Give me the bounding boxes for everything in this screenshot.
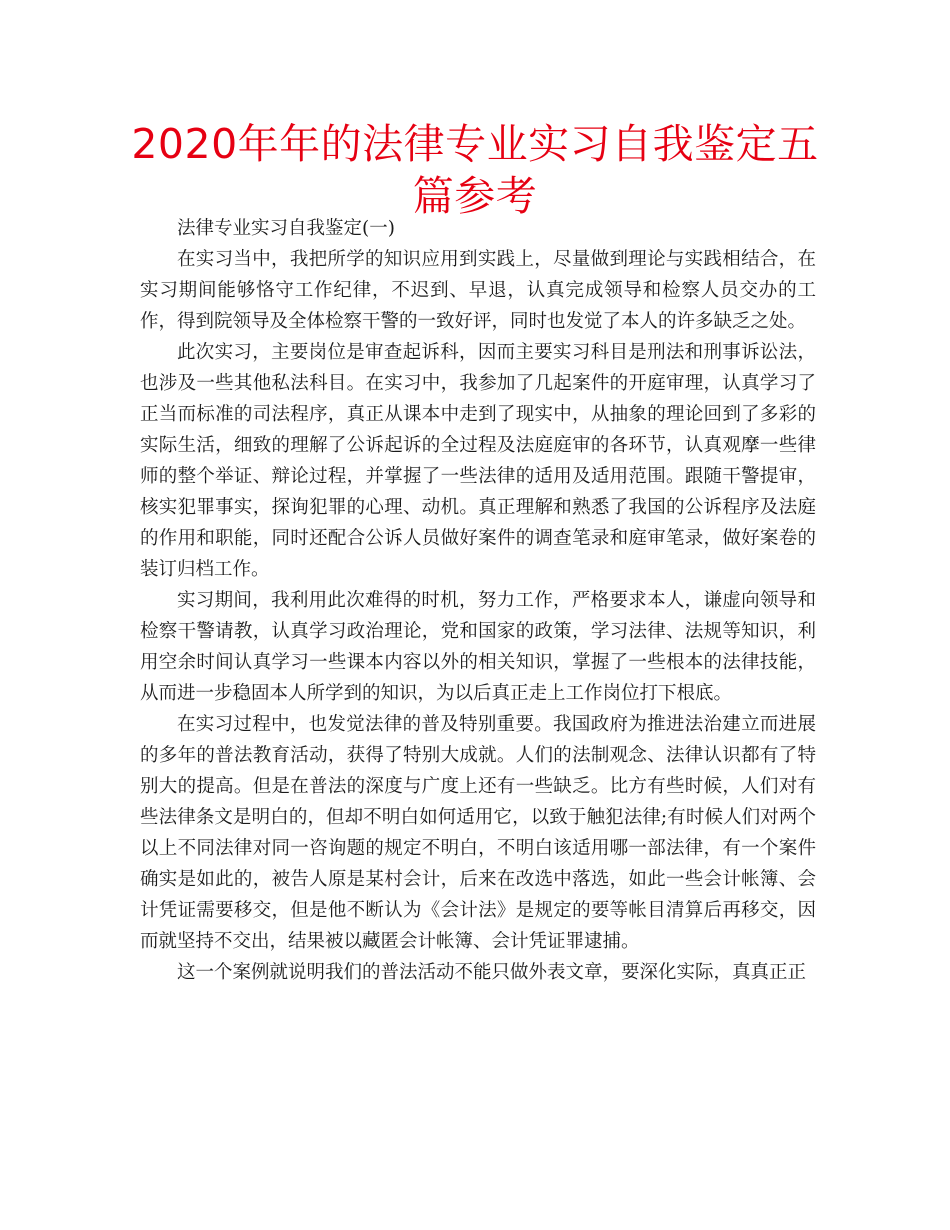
paragraph: 这一个案例就说明我们的普法活动不能只做外表文章，要深化实际，真真正正 [177, 962, 807, 983]
paragraph: 此次实习，主要岗位是审查起诉科，因而主要实习科目是刑法和刑事诉讼法，也涉及一些其他私法科目。在实习中，我参加了几起案件的开庭审理，认真学习了正当而标准的司法程序，真正从课本中走到了现实中，从抽象的理论回到了多彩的实际生活，细致的理解了公诉起诉的全过程及法庭庭审的各环节，认真观摩一些律师的整个举证、辩论过程，并掌握了一些法律的适用及适用范围。跟随干警提审，核实犯罪事实，探询犯罪的心理、动机。真正理解和熟悉了我国的公诉程序及法庭的作用和职能，同时还配合公诉人员做好案件的调查笔录和庭审笔录，做好案卷的装订归档工作。 [140, 342, 816, 580]
document-title: 2020年年的法律专业实习自我鉴定五篇参考 [131, 120, 819, 220]
paragraph: 实习期间，我利用此次难得的时机，努力工作，严格要求本人，谦虚向领导和检察干警请教，认真学习政治理论，党和国家的政策，学习法律、法规等知识，利用空余时间认真学习一些课本内容以外的相关知识，掌握了一些根本的法律技能，从而进一步稳固本人所学到的知识，为以后真正走上工作岗位打下根底。 [140, 590, 816, 704]
paragraph: 在实习当中，我把所学的知识应用到实践上，尽量做到理论与实践相结合，在实习期间能够恪守工作纪律，不迟到、早退，认真完成领导和检察人员交办的工作，得到院领导及全体检察干警的一致好评，同时也发觉了本人的许多缺乏之处。 [140, 249, 816, 332]
paragraph: 在实习过程中，也发觉法律的普及特别重要。我国政府为推进法治建立而进展的多年的普法教育活动，获得了特别大成就。人们的法制观念、法律认识都有了特别大的提高。但是在普法的深度与广度上还有一些缺乏。比方有些时候，人们对有些法律条文是明白的，但却不明白如何适用它，以致于触犯法律;有时候人们对两个以上不同法律对同一咨询题的规定不明白，不明白该适用哪一部法律，有一个案件确实是如此的，被告人原是某村会计，后来在改选中落选，如此一些会计帐簿、会计凭证需要移交，但是他不断认为《会计法》是规定的要等帐目清算后再移交，因而就坚持不交出，结果被以藏匿会计帐簿、会计凭证罪逮捕。 [140, 714, 816, 952]
document-body [140, 213, 816, 988]
section-heading: 法律专业实习自我鉴定(一) [177, 218, 395, 239]
